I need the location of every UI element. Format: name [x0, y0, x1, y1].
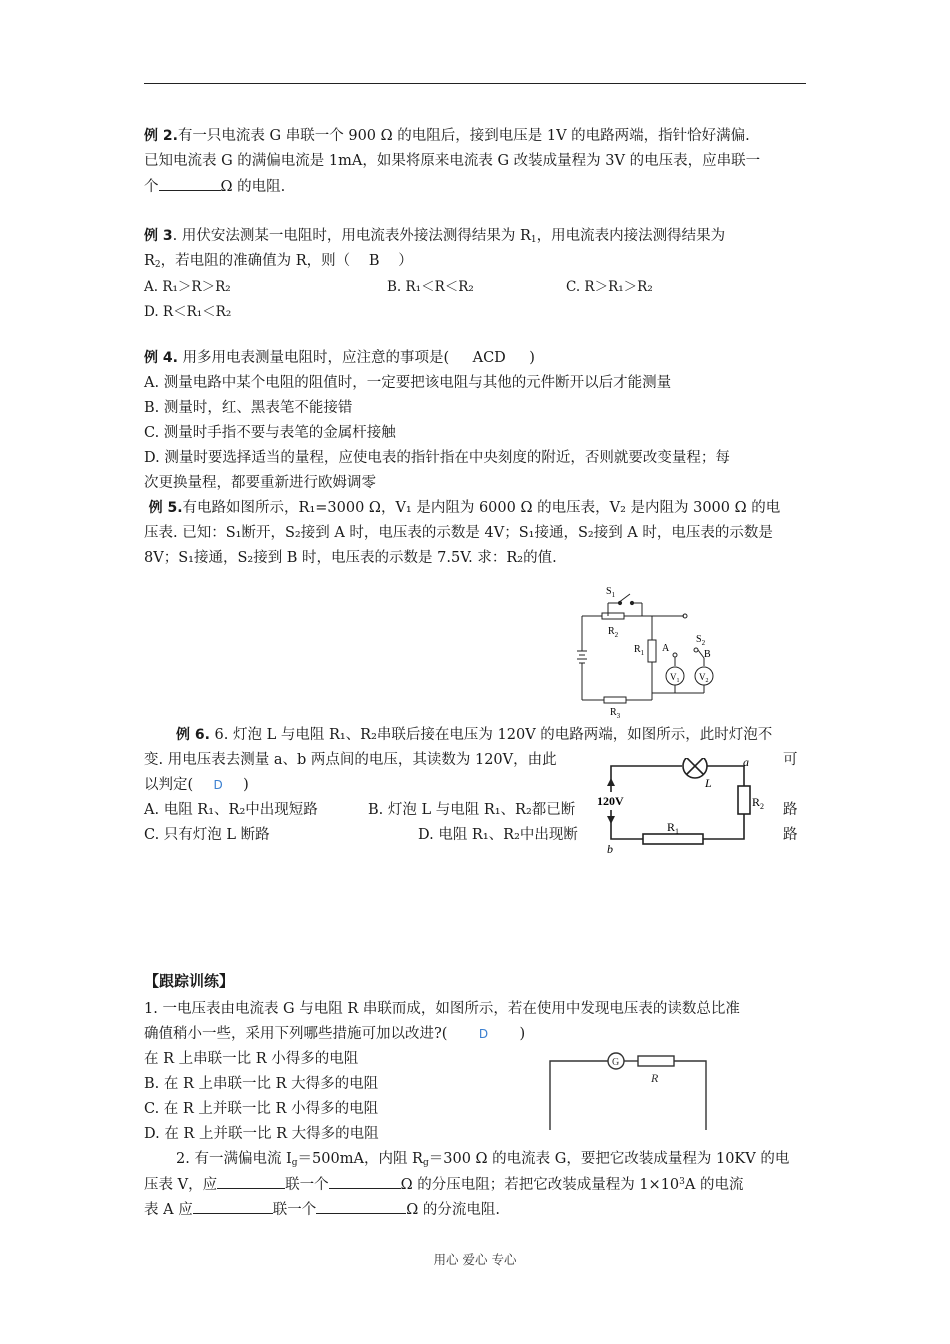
example-6-option-b: B. 灯泡 L 与电阻 R₁、R₂都已断: [368, 802, 576, 818]
svg-text:R3: $R_3$: [610, 707, 621, 718]
svg-text:V1: $V_1$: [670, 672, 680, 684]
example-4-option-c: C. 测量时手指不要与表笔的金属杆接触: [144, 425, 396, 441]
example-2-line-1: 有一只电流表 G 串联一个 900 Ω 的电阻后，接到电压是 1V 的电路两端，指针恰好满偏.: [177, 128, 750, 144]
example-6-option-a: A. 电阻 R₁、R₂中出现短路: [144, 802, 318, 818]
question-2-line-1: 2. 有一满偏电流 $I_g=500mA$，内阻 $R_g=300$ Ω 的电流表 G，要把它改装成量程为 10KV 的电: [176, 1151, 790, 1168]
example-4-option-d: D. 测量时要选择适当的量程，应使电表的指针指在中央刻度的附近，否则就要改变量程；每: [144, 450, 730, 466]
answer-blank[interactable]: [316, 1197, 406, 1214]
svg-text:R: R: [651, 1071, 659, 1085]
svg-text:R1: $R_1$: [667, 820, 680, 836]
example-4: 例 4. 用多用电表测量电阻时，应注意的事项是( ACD ) A. 测量电路中某个电阻的阻值时，一定要把该电阻与其他的元件断开以后才能测量 B. 测量时，红、黑表笔不能接错 C. 测量时手指不要与表笔的金属杆接触 D. 测量时要选择适当的量程，应使电表的指针指在中央刻度的附近，否则就要改变量程；每 次更换量程，都要重新进行欧姆调零: [144, 346, 808, 496]
example-3-option-b: B. R₁＜R＜R₂: [387, 279, 474, 295]
svg-text:B: B: [704, 649, 711, 660]
section-heading: 【跟踪训练】: [144, 972, 235, 990]
example-3-option-a: A. R₁＞R＞R₂: [144, 279, 231, 295]
page-footer: 用心 爱心 专心: [433, 1252, 517, 1267]
example-2: 例 2.有一只电流表 G 串联一个 900 Ω 的电阻后，接到电压是 1V 的电路两端，指针恰好满偏. 已知电流表 G 的满偏电流是 1mA，如果将原来电流表 G 改装成量程为 3V 的电压表，应串联一 个 Ω 的电阻.: [144, 128, 761, 195]
svg-text:S1: $S_1$: [606, 586, 616, 599]
example-4-label: 例 4.: [144, 350, 178, 366]
example-2-line-2: 已知电流表 G 的满偏电流是 1mA，如果将原来电流表 G 改装成量程为 3V 的电压表，应串联一: [144, 153, 761, 169]
svg-text:R1: $R_1$: [634, 644, 645, 657]
svg-text:120V: 120V: [597, 794, 624, 808]
svg-text:S2: $S_2$: [696, 634, 706, 647]
svg-text:a: a: [743, 758, 749, 769]
example-6-answer: D: [213, 778, 223, 792]
answer-blank[interactable]: [193, 1197, 273, 1214]
svg-text:G: G: [612, 1057, 620, 1068]
answer-blank[interactable]: [159, 174, 221, 191]
example-6-label: 例 6.: [176, 727, 210, 743]
svg-text:V2: $V_2$: [699, 672, 709, 684]
svg-text:A: A: [662, 643, 670, 654]
example-3-option-c: C. R＞R₁＞R₂: [566, 279, 653, 295]
question-2-line-3: 表 A 应 联一个 Ω 的分流电阻.: [144, 1197, 500, 1219]
answer-blank[interactable]: [217, 1172, 285, 1189]
example-6-option-d: D. 电阻 R₁、R₂中出现断: [418, 827, 578, 843]
example-5-circuit-diagram: [568, 578, 720, 718]
question-1-answer: D: [478, 1027, 489, 1041]
example-5-label: 例 5.: [148, 500, 183, 516]
example-6-circuit-diagram: [595, 758, 773, 854]
example-4-answer: ACD: [472, 350, 506, 366]
question-1-line-1: 1. 一电压表由电流表 G 与电阻 R 串联而成，如图所示，若在使用中发现电压表的读数总比准: [144, 1001, 740, 1017]
svg-text:R2: $R_2$: [608, 626, 619, 639]
example-6-line-1: 例 6. 6. 灯泡 L 与电阻 R₁、R₂串联后接在电压为 120V 的电路两端，如图所示，此时灯泡不: [176, 727, 773, 743]
question-1-circuit-diagram: [540, 1044, 720, 1132]
svg-text:R2: $R_2$: [752, 795, 765, 811]
svg-text:b: b: [607, 842, 613, 854]
example-4-option-a: A. 测量电路中某个电阻的阻值时，一定要把该电阻与其他的元件断开以后才能测量: [144, 375, 672, 391]
question-1-option-c: C. 在 R 上并联一比 R 小得多的电阻: [144, 1101, 379, 1117]
example-3-option-d: D. R＜R₁＜R₂: [144, 304, 232, 320]
example-3-answer: B: [368, 253, 380, 269]
question-1-option-d: D. 在 R 上并联一比 R 大得多的电阻: [144, 1126, 379, 1142]
example-2-label: 例 2.: [144, 128, 178, 144]
example-3-label: 例 3: [144, 228, 173, 244]
example-3: 例 3. 用伏安法测某一电阻时，用电流表外接法测得结果为 $R_1$，用电流表内接法测得结果为 $R_2$，若电阻的准确值为 R，则（ B ）: [144, 224, 808, 274]
question-1-option-a: 在 R 上串联一比 R 小得多的电阻: [144, 1051, 359, 1067]
example-6-option-c: C. 只有灯泡 L 断路: [144, 827, 270, 843]
example-5: 例 5.有电路如图所示，R₁=3000 Ω，V₁ 是内阻为 6000 Ω 的电压表，V₂ 是内阻为 3000 Ω 的电 压表. 已知：S₁断开，S₂接到 A 时，电压表的示数是 4V；S₁接通，S₂接到 A 时，电压表的示数是 8V；S₁接通，S₂接到 B 时，电压表的示数是 7.5V. 求：R₂的值.: [144, 500, 781, 566]
example-4-option-b: B. 测量时，红、黑表笔不能接错: [144, 400, 353, 416]
answer-blank[interactable]: [329, 1172, 401, 1189]
header-rule: [144, 83, 806, 84]
question-1-option-b: B. 在 R 上串联一比 R 大得多的电阻: [144, 1076, 379, 1092]
svg-text:L: L: [705, 776, 712, 790]
question-2-line-2: 压表 V，应 联一个 Ω 的分压电阻；若把它改装成量程为 $1\times 10^3A$ 的电流: [144, 1172, 744, 1194]
